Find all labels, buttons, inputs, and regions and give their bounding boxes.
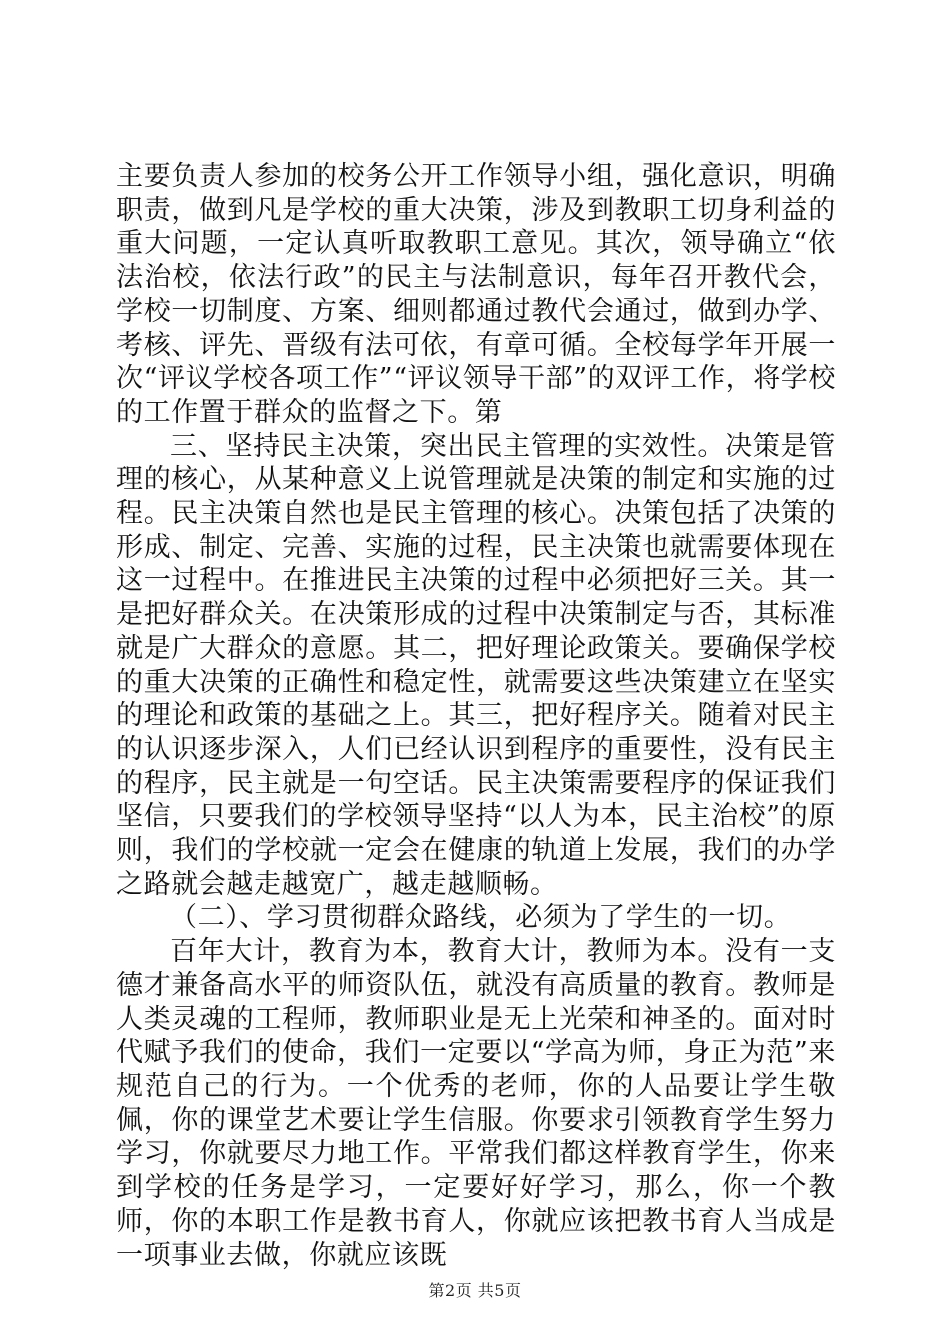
paragraph-4: 百年大计，教育为本，教育大计，教师为本。没有一支德才兼备高水平的师资队伍，就没有高质量的教育。教师是人类灵魂的工程师，教师职业是无上光荣和神圣的。面对时代赋予我们的使命，我们一定要以“学高为师，身正为范”来规范自己的行为。一个优秀的老师，你的人品要让学生敬佩，你的课堂艺术要让学生信服。你要求引领教育学生努力学习，你就要尽力地工作。平常我们都这样教育学生，你来到学校的任务是学习，一定要好好学习，那么，你一个教师，你的本职工作是教书育人，你就应该把教书育人当成是一项事业去做，你就应该既 [116, 936, 836, 1271]
paragraph-3-heading: （二）、学习贯彻群众路线，必须为了学生的一切。 [170, 902, 792, 934]
paragraph-1: 主要负责人参加的校务公开工作领导小组，强化意识，明确职责，做到凡是学校的重大决策，涉及到教职工切身利益的重大问题，一定认真听取教职工意见。其次，领导确立“依法治校，依法行政”的民主与法制意识，每年召开教代会，学校一切制度、方案、细则都通过教代会通过，做到办学、考核、评先、晋级有法可依，有章可循。全校每学年开展一次“评议学校各项工作”“评议领导干部”的双评工作，将学校的工作置于群众的监督之下。第 [116, 161, 837, 428]
page-footer: 第2页 共5页 [428, 1281, 522, 1300]
paragraph-2: 三、坚持民主决策，突出民主管理的实效性。决策是管理的核心，从某种意义上说管理就是决策的制定和实施的过程。民主决策自然也是民主管理的核心。决策包括了决策的形成、制定、完善、实施的过程，民主决策也就需要体现在这一过程中。在推进民主决策的过程中必须把好三关。其一是把好群众关。在决策形成的过程中决策制定与否，其标准就是广大群众的意愿。其二，把好理论政策关。要确保学校的重大决策的正确性和稳定性，就需要这些决策建立在坚实的理论和政策的基础之上。其三，把好程序关。随着对民主的认识逐步深入，人们已经认识到程序的重要性，没有民主的程序，民主就是一句空话。民主决策需要程序的保证我们坚信，只要我们的学校领导坚持“以人为本，民主治校”的原则，我们的学校就一定会在健康的轨道上发展，我们的办学之路就会越走越宽广，越走越顺畅。 [116, 430, 836, 900]
document-body [116, 160, 836, 1272]
